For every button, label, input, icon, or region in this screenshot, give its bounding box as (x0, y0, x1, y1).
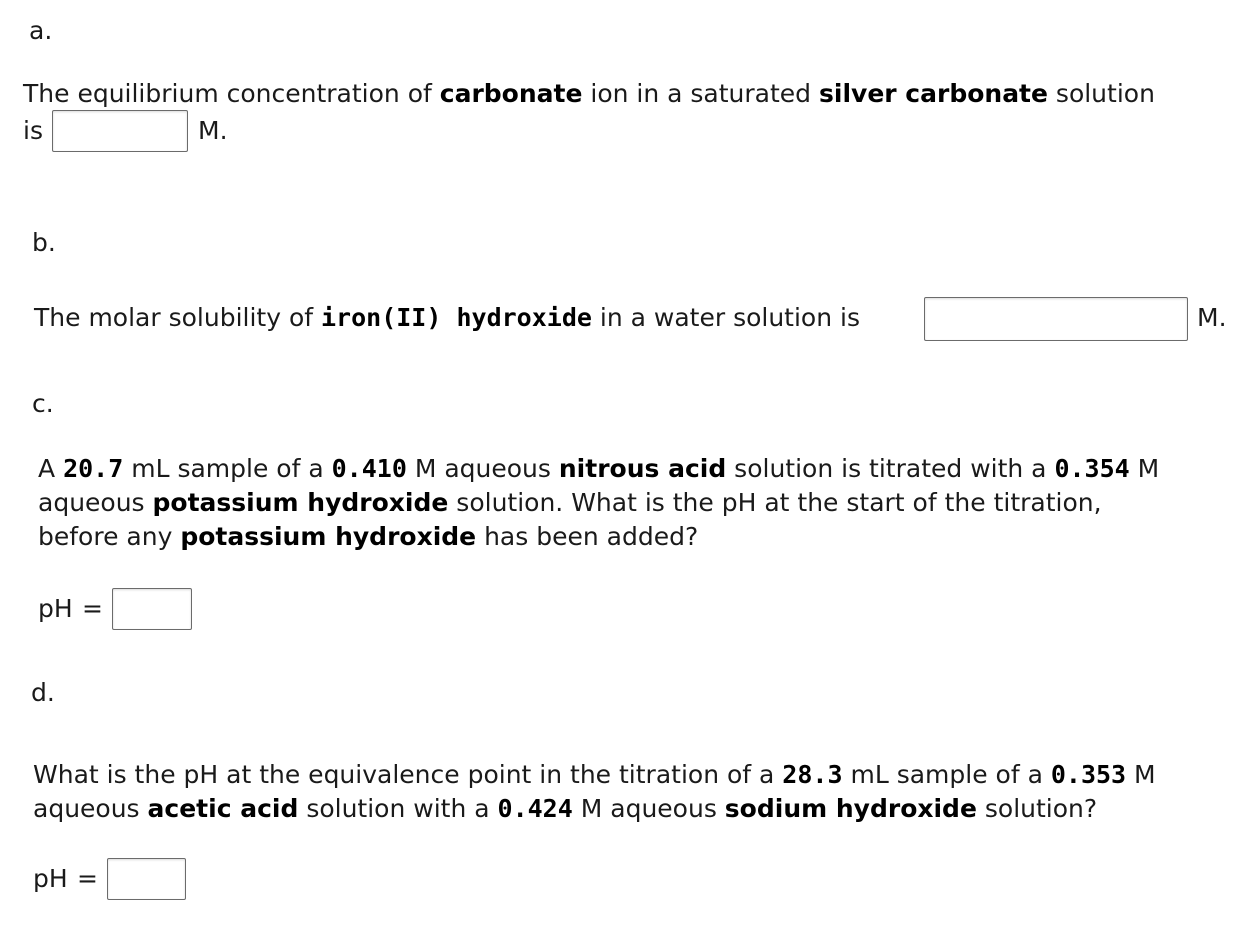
part-d-text: solution with a (298, 794, 498, 823)
part-c-label: c. (32, 389, 54, 418)
part-d-ph-label: pH (33, 864, 68, 893)
part-a-is-text: is (23, 116, 43, 145)
part-d-text: mL sample of a (842, 760, 1051, 789)
part-c-text: has been added? (476, 522, 699, 551)
part-c-text: solution. What is the pH at the start of the titration, (448, 488, 1102, 517)
part-c-text: before any (38, 522, 181, 551)
part-a-text: The equilibrium concentration of (23, 79, 440, 108)
part-c-text: mL sample of a (123, 454, 332, 483)
part-c-text: A (38, 454, 64, 483)
part-d-bold-acetic-acid: acetic acid (147, 794, 299, 823)
part-d-question-line-1 (33, 758, 1156, 792)
part-d-base-concentration: 0.424 (497, 794, 573, 823)
part-d-text: M aqueous (572, 794, 725, 823)
part-a-question-line-1 (23, 77, 1155, 111)
part-c-base-concentration: 0.354 (1054, 454, 1130, 483)
part-c-bold-nitrous-acid: nitrous acid (558, 454, 727, 483)
part-a-text: solution (1047, 79, 1155, 108)
part-c-bold-potassium-hydroxide: potassium hydroxide (152, 488, 449, 517)
part-b-bold-iron-hydroxide: iron(II) hydroxide (321, 303, 592, 332)
part-c-text: aqueous (38, 488, 153, 517)
part-c-acid-concentration: 0.410 (331, 454, 407, 483)
part-c-question-line-2 (38, 486, 1102, 520)
part-c-equals-sign: = (82, 594, 103, 623)
part-b-answer-input[interactable] (924, 297, 1188, 341)
part-b-label: b. (32, 228, 56, 257)
part-a-text: ion in a saturated (582, 79, 819, 108)
part-d-text: aqueous (33, 794, 148, 823)
part-c-text: M aqueous (406, 454, 559, 483)
part-d-bold-sodium-hydroxide: sodium hydroxide (724, 794, 977, 823)
part-a-unit: M. (198, 116, 228, 145)
part-d-text: solution? (976, 794, 1098, 823)
part-d-ph-answer-input[interactable] (107, 858, 186, 900)
part-d-text: M (1126, 760, 1156, 789)
part-c-text: M (1129, 454, 1160, 483)
part-c-question-line-3 (38, 520, 698, 554)
part-c-volume: 20.7 (63, 454, 124, 483)
part-c-bold-potassium-hydroxide: potassium hydroxide (180, 522, 477, 551)
part-d-volume: 28.3 (782, 760, 843, 789)
part-c-ph-label: pH (38, 594, 73, 623)
part-a-answer-input[interactable] (52, 110, 188, 152)
part-b-text: The molar solubility of (34, 303, 321, 332)
part-a-bold-silver-carbonate: silver carbonate (819, 79, 1048, 108)
part-d-label: d. (31, 678, 55, 707)
part-c-question-line-1 (38, 452, 1159, 486)
part-a-bold-carbonate: carbonate (439, 79, 583, 108)
part-c-text: solution is titrated with a (726, 454, 1055, 483)
part-d-question-line-2 (33, 792, 1097, 826)
part-d-acid-concentration: 0.353 (1050, 760, 1127, 789)
part-b-unit: M. (1197, 303, 1227, 332)
part-c-ph-answer-input[interactable] (112, 588, 192, 630)
part-a-label: a. (29, 16, 53, 45)
part-b-text: in a water solution is (591, 303, 860, 332)
part-d-text: What is the pH at the equivalence point in the titration of a (33, 760, 783, 789)
part-b-question (34, 301, 860, 335)
part-d-equals-sign: = (77, 864, 98, 893)
